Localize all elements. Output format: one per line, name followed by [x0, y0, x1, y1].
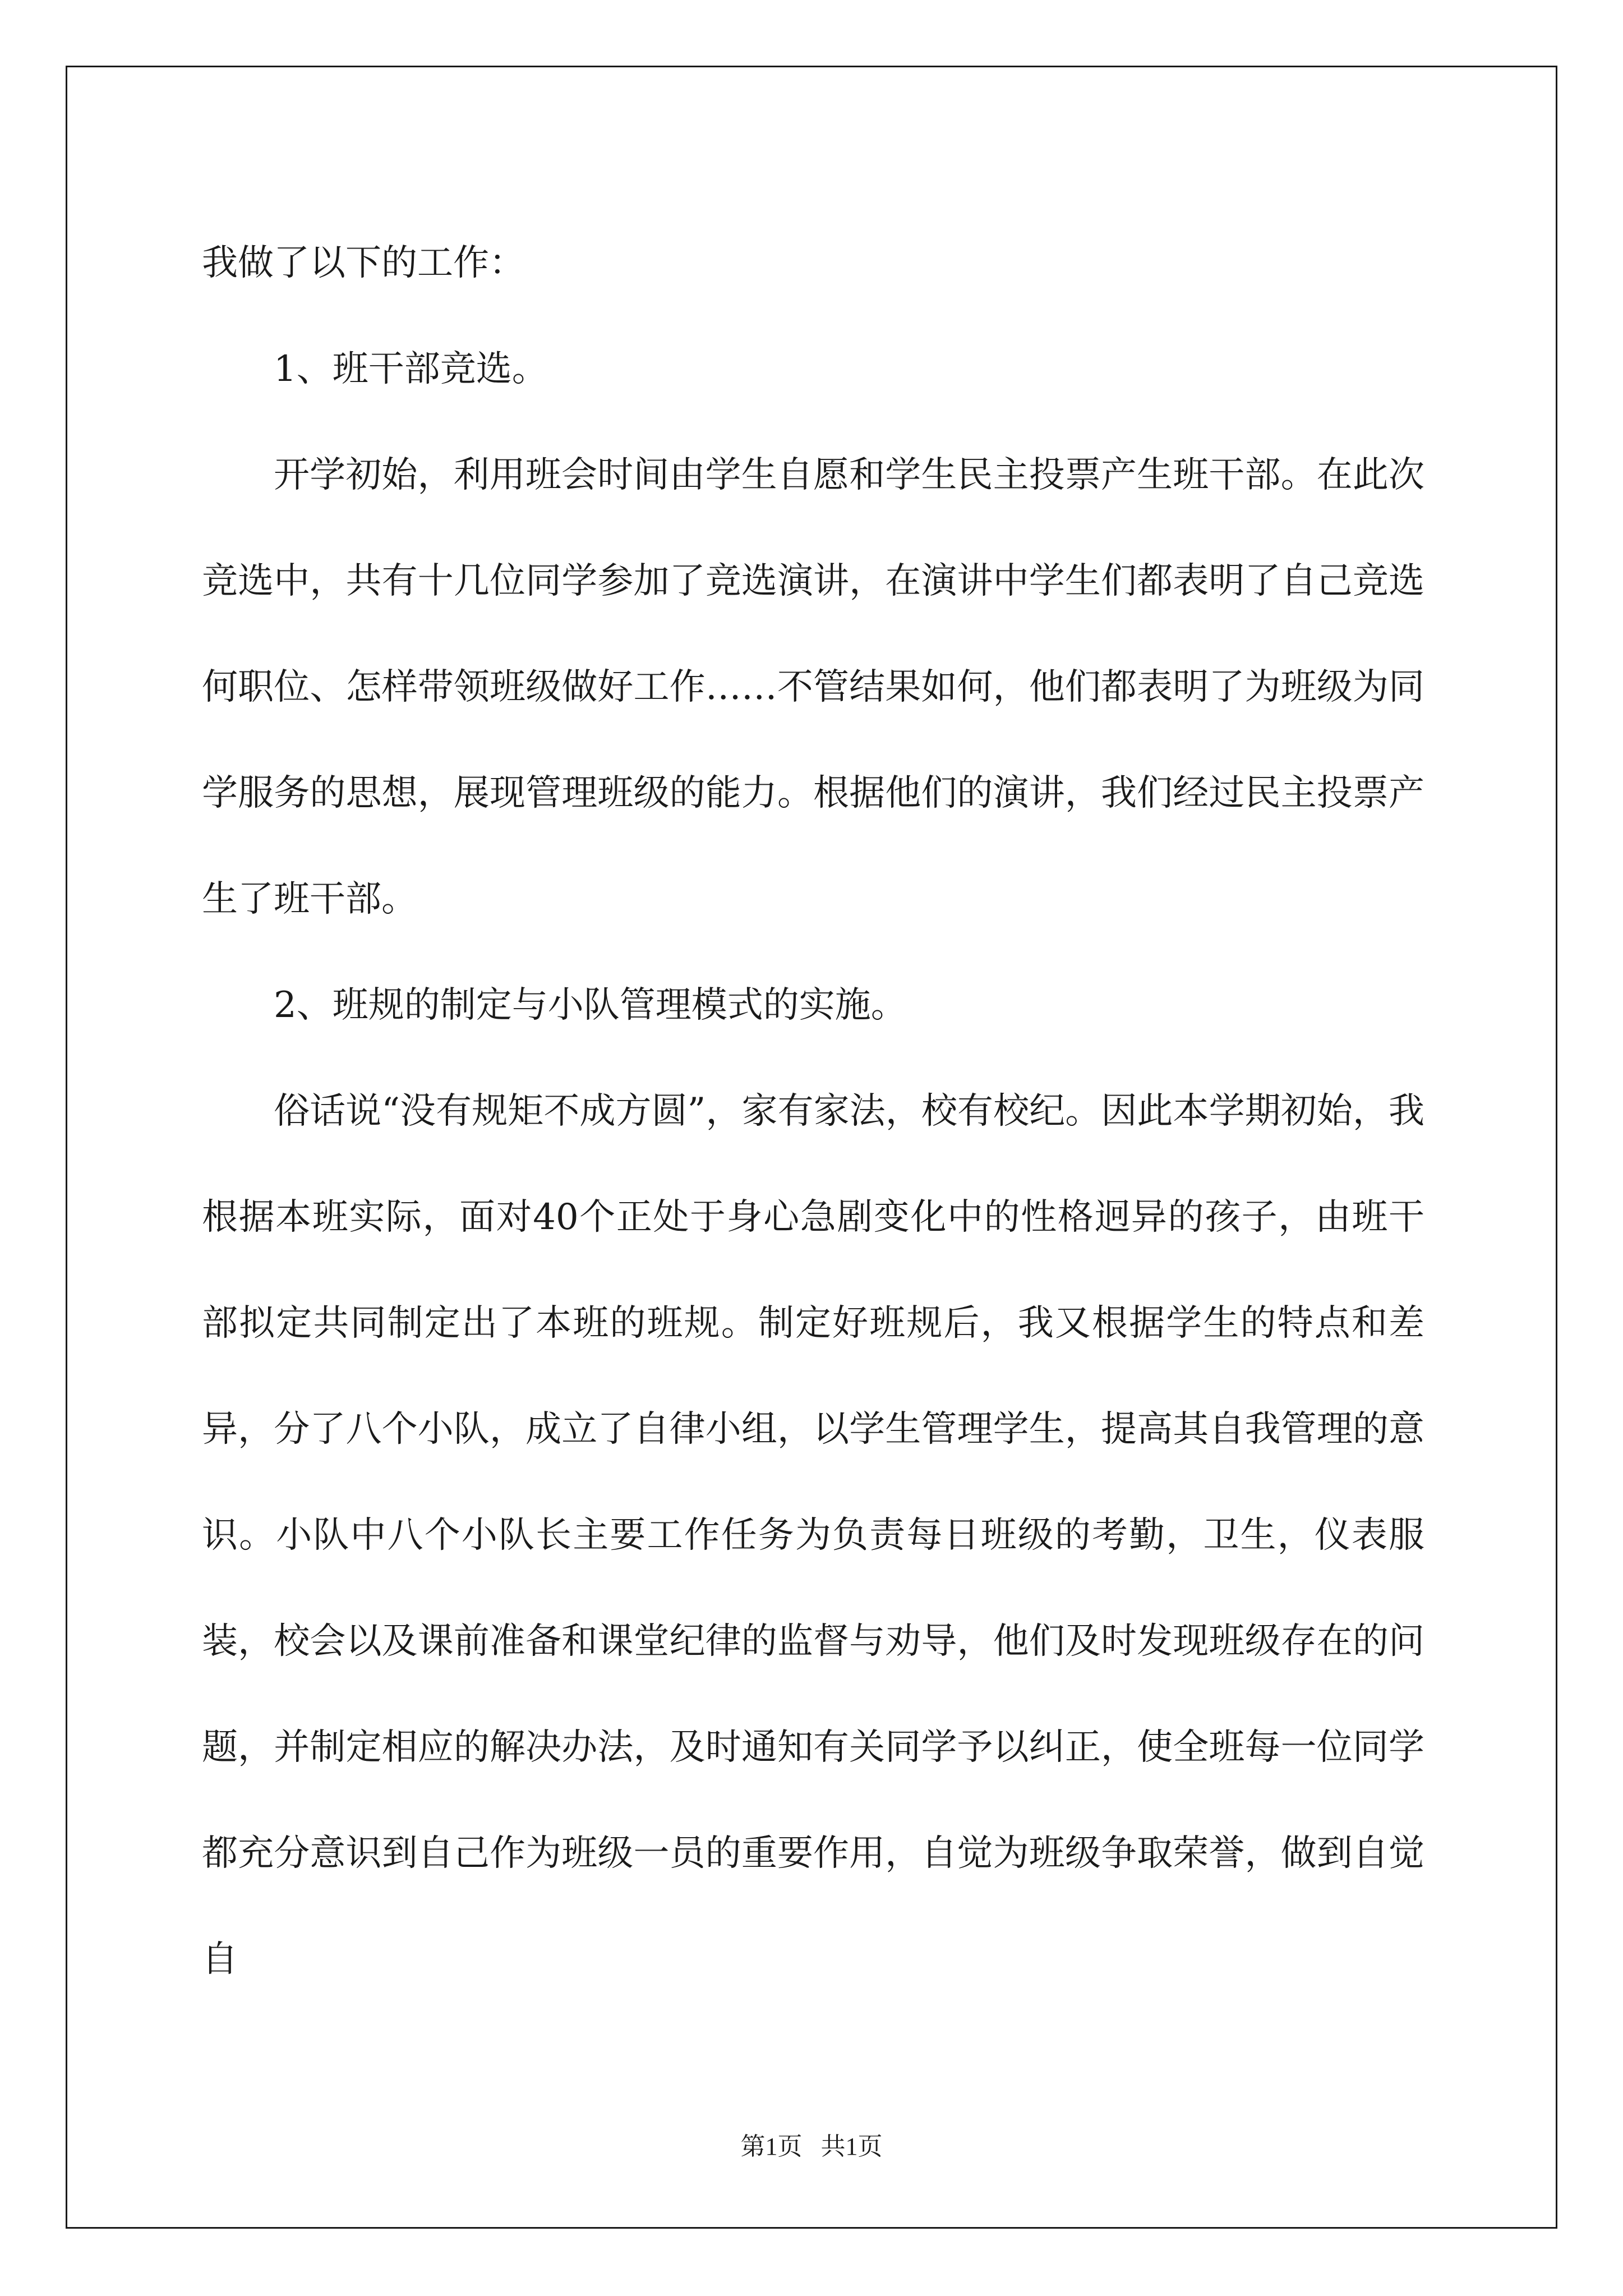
page-number-footer: 第1页 共1页 [740, 2133, 883, 2160]
paragraph: 我做了以下的工作： [202, 242, 525, 284]
section-heading: 1、班干部竞选。 [274, 348, 548, 390]
paragraph: 开学初始，利用班会时间由学生自愿和学生民主投票产生班干部。在此次竞选中，共有十几位同学参加了竞选演讲，在演讲中学生们都表明了自己竞选何职位、怎样带领班级做好工作……不管结果如何，他们都表明了为班级为同学服务的思想，展现管理班级的能力。根据他们的演讲，我们经过民主投票产生了班干部。 [202, 454, 1424, 920]
section-heading: 2、班规的制定与小队管理模式的实施。 [274, 984, 907, 1026]
document-body [202, 210, 1424, 2013]
paragraph: 俗话说“没有规矩不成方圆”，家有家法，校有校纪。因此本学期初始，我根据本班实际，面对40个正处于身心急剧变化中的性格迥异的孩子，由班干部拟定共同制定出了本班的班规。制定好班规后，我又根据学生的特点和差异，分了八个小队，成立了自律小组，以学生管理学生，提高其自我管理的意识。小队中八个小队长主要工作任务为负责每日班级的考勤，卫生，仪表服装，校会以及课前准备和课堂纪律的监督与劝导，他们及时发现班级存在的问题，并制定相应的解决办法，及时通知有关同学予以纠正，使全班每一位同学都充分意识到自己作为班级一员的重要作用，自觉为班级争取荣誉，做到自觉自 [202, 1091, 1424, 1980]
